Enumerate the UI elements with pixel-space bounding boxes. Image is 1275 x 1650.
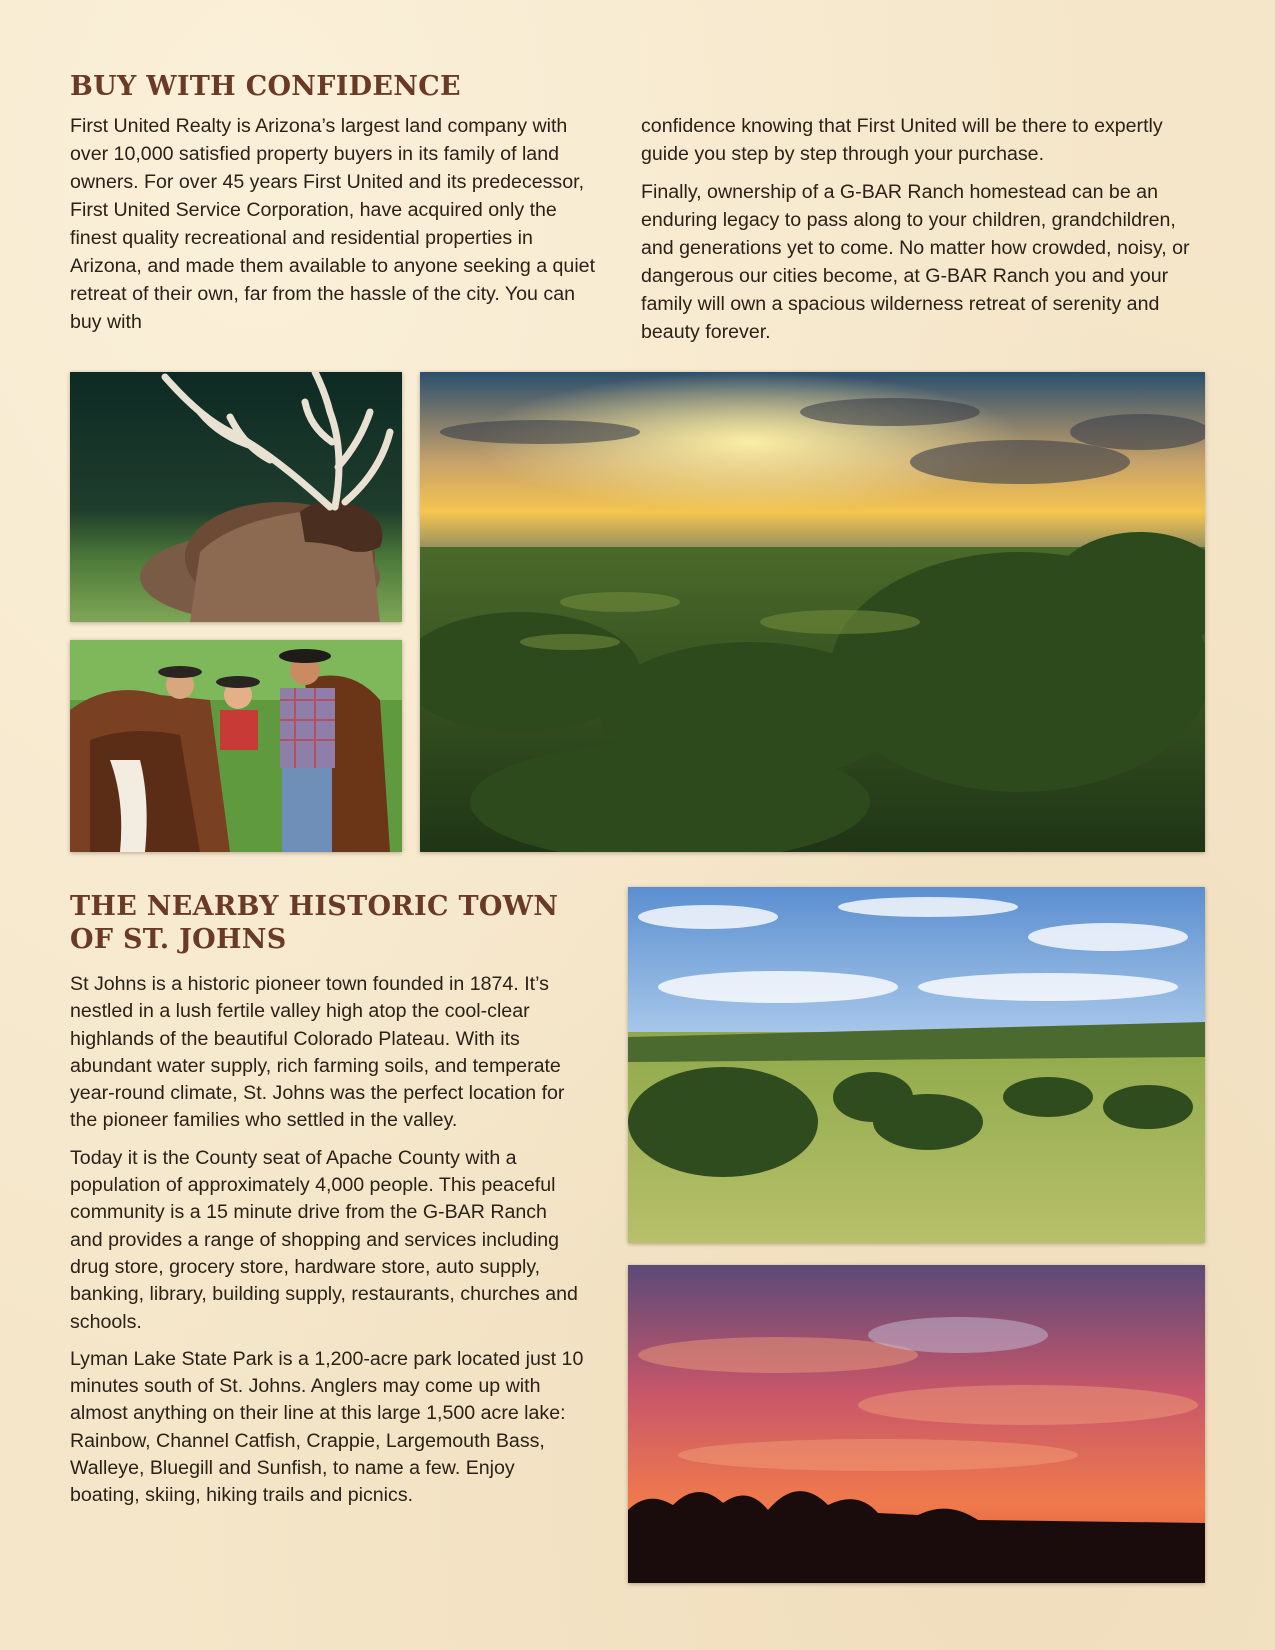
st-johns-paragraph-1: St Johns is a historic pioneer town founded in 1874. It’s nestled in a lush fertile valley high atop the cool-clear highlands of the beautiful Colorado Plateau. With its abundant water supply, rich farming soils, and temperate year-round climate, St. Johns was the perfect location for the pioneer families who settled in the valley.: [70, 973, 565, 1132]
section-heading-st-johns: [70, 890, 590, 956]
intro-column-left: [70, 112, 600, 346]
st-johns-paragraph-2: Today it is the County seat of Apache County with a population of approximately 4,000 people. This peaceful community is a 15 minute drive from the G-BAR Ranch and provides a range of shopping and services including drug store, grocery store, hardware store, auto supply, banking, library, building supply, restaurants, churches and schools.: [70, 1146, 578, 1333]
grassland-meadow-photo: [628, 887, 1205, 1243]
section-heading-buy-with-confidence: BUY WITH CONFIDENCE: [70, 71, 461, 102]
heading-line-1: THE NEARBY HISTORIC TOWN: [70, 891, 559, 922]
intro-column-right: [641, 112, 1201, 356]
red-sunset-sky-photo: [628, 1265, 1205, 1583]
intro-paragraph-3: Finally, ownership of a G-BAR Ranch homestead can be an enduring legacy to pass along to your children, grandchildren, and generations yet to come. No matter how crowded, noisy, or dangerous our cities become, at G-BAR Ranch you and your family will own a spacious wilderness retreat of serenity and beauty forever.: [641, 181, 1190, 343]
sunset-juniper-landscape-photo: [420, 372, 1205, 852]
heading-line-2: OF ST. JOHNS: [70, 924, 287, 955]
st-johns-paragraph-3: Lyman Lake State Park is a 1,200-acre park located just 10 minutes south of St. Johns. Anglers may come up with almost anything on their line at this large 1,500 acre lake: Rainbow, Channel Catfish, Crappie, Largemouth Bass, Walleye, Bluegill and Sunfish, to name a few. Enjoy boating, skiing, hiking trails and picnics.: [70, 1347, 584, 1507]
intro-paragraph-1: First United Realty is Arizona’s largest land company with over 10,000 satisfied property buyers in its family of land owners. For over 45 years First United and its predecessor, First United Service Corporation, have acquired only the finest quality recreational and residential properties in Arizona, and made them available to anyone seeking a quiet retreat of their own, far from the hassle of the city. You can buy with: [70, 115, 596, 333]
intro-paragraph-2: confidence knowing that First United will be there to expertly guide you step by step through your purchase.: [641, 115, 1163, 165]
elk-photo: [70, 372, 402, 622]
horseback-riders-photo: [70, 640, 402, 852]
st-johns-text: [70, 971, 585, 1520]
